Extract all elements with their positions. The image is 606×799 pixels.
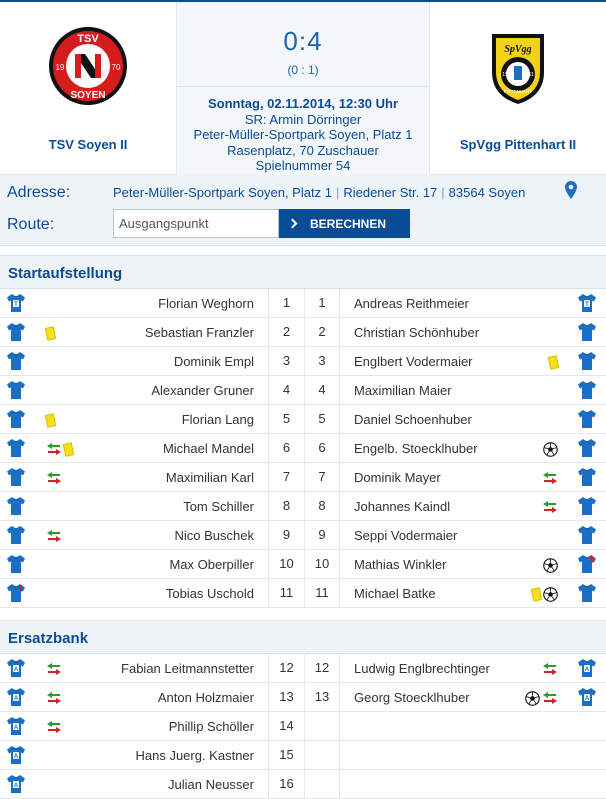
map-pin-icon[interactable]	[565, 181, 577, 199]
away-player-events	[543, 557, 558, 573]
bench-heading	[0, 620, 606, 654]
shirt-icon	[577, 438, 597, 458]
goal-ball-icon	[543, 558, 558, 573]
home-player-events	[46, 661, 62, 677]
away-player-number: 4	[304, 376, 340, 404]
divider	[177, 86, 429, 87]
svg-text:T: T	[585, 302, 589, 308]
address-text: Peter-Müller-Sportpark Soyen, Platz 1 | Riedener Str. 17 | 83564 Soyen	[113, 185, 526, 200]
home-player-number: 1	[268, 289, 304, 317]
away-player-events	[525, 690, 558, 706]
halftime-score: (0 : 1)	[287, 63, 319, 77]
away-player-name[interactable]: Christian Schönhuber	[354, 325, 480, 340]
lineup-row	[0, 521, 606, 550]
svg-text:61: 61	[528, 72, 534, 78]
svg-text:A: A	[13, 754, 19, 760]
home-player-number: 9	[268, 521, 304, 549]
home-player-name[interactable]: Anton Holzmaier	[157, 690, 254, 705]
shirt-icon	[6, 380, 26, 400]
away-player-number: 5	[304, 405, 340, 433]
away-player-number: 3	[304, 347, 340, 375]
starting-lineup-heading	[0, 255, 606, 289]
home-player-number: 12	[268, 654, 304, 682]
away-player-name[interactable]: Dominik Mayer	[354, 470, 441, 485]
address-panel	[0, 175, 606, 246]
shirt-icon	[6, 351, 26, 371]
shirt-icon	[577, 496, 597, 516]
yellow-card-icon	[531, 587, 543, 602]
lineup-row	[0, 289, 606, 318]
match-header	[0, 2, 606, 175]
substitution-arrows-icon	[46, 442, 62, 456]
lineup-row	[0, 579, 606, 608]
home-player-events	[46, 690, 62, 706]
away-player-number-empty	[304, 741, 340, 769]
yellow-card-icon	[548, 355, 560, 370]
spvgg-pittenhart-logo-icon[interactable]	[478, 26, 558, 106]
substitute-shirt-icon	[6, 658, 26, 678]
substitute-shirt-icon	[6, 687, 26, 707]
home-player-number: 2	[268, 318, 304, 346]
home-player-events	[46, 719, 62, 735]
home-player-events	[46, 441, 73, 457]
away-player-events	[542, 499, 558, 515]
home-player-number: 14	[268, 712, 304, 740]
tsv-soyen-logo-icon[interactable]	[48, 26, 128, 106]
substitute-shirt-icon	[6, 774, 26, 794]
shirt-icon	[577, 467, 597, 487]
route-start-input[interactable]	[113, 209, 279, 238]
away-player-name[interactable]: Michael Batke	[354, 586, 436, 601]
goalkeeper-shirt-icon	[577, 293, 597, 313]
substitution-arrows-icon	[46, 720, 62, 734]
away-player-name[interactable]: Seppi Vodermaier	[354, 528, 458, 543]
captain-shirt-icon	[577, 554, 597, 574]
away-player-number-empty	[304, 770, 340, 798]
home-player-name[interactable]: Julian Neusser	[168, 777, 254, 792]
away-player-number: 13	[304, 683, 340, 711]
match-date: Sonntag, 02.11.2014, 12:30 Uhr	[207, 96, 399, 111]
away-player-name[interactable]: Englbert Vodermaier	[354, 354, 473, 369]
away-player-events	[532, 586, 558, 602]
lineup-row	[0, 434, 606, 463]
calculate-route-label: BERECHNEN	[310, 216, 387, 231]
pitch-spectators: Rasenplatz, 70 Zuschauer	[227, 142, 379, 158]
home-player-number: 15	[268, 741, 304, 769]
shirt-icon	[577, 409, 597, 429]
bench-title: Ersatzbank	[8, 630, 89, 647]
lineup-row	[0, 405, 606, 434]
svg-text:A: A	[584, 667, 590, 673]
away-player-events	[542, 470, 558, 486]
home-player-name[interactable]: Phillip Schöller	[168, 719, 254, 734]
away-player-name[interactable]: Engelb. Stoecklhuber	[354, 441, 478, 456]
venue: Peter-Müller-Sportpark Soyen, Platz 1	[193, 127, 413, 142]
home-player-name[interactable]: Max Oberpiller	[169, 557, 254, 572]
lineup-row	[0, 463, 606, 492]
shirt-icon	[577, 380, 597, 400]
shirt-icon	[577, 322, 597, 342]
home-player-events	[46, 412, 55, 428]
yellow-card-icon	[45, 326, 57, 341]
svg-text:A: A	[584, 696, 590, 702]
lineup-row	[0, 550, 606, 579]
referee: SR: Armin Dörringer	[244, 111, 362, 127]
shirt-icon	[6, 322, 26, 342]
home-player-number: 13	[268, 683, 304, 711]
substitution-arrows-icon	[542, 471, 558, 485]
home-player-name[interactable]: Michael Mandel	[162, 441, 254, 456]
home-player-number: 3	[268, 347, 304, 375]
away-player-events	[542, 661, 558, 677]
lineup-row	[0, 712, 606, 741]
svg-text:SpVgg: SpVgg	[504, 44, 532, 55]
lineup-row	[0, 376, 606, 405]
substitution-arrows-icon	[46, 529, 62, 543]
away-player-number: 11	[304, 579, 340, 607]
match-details	[177, 96, 429, 174]
svg-text:A: A	[13, 725, 19, 731]
svg-text:19: 19	[502, 72, 508, 78]
away-player-number: 2	[304, 318, 340, 346]
away-player-number: 7	[304, 463, 340, 491]
away-player-number: 6	[304, 434, 340, 462]
home-player-name[interactable]: Florian Lang	[181, 412, 254, 427]
shirt-icon	[6, 496, 26, 516]
away-team[interactable]	[430, 2, 606, 175]
svg-text:A: A	[13, 696, 19, 702]
away-player-name[interactable]: Johannes Kaindl	[354, 499, 451, 514]
away-player-name[interactable]: Andreas Reithmeier	[354, 296, 469, 311]
away-player-number: 10	[304, 550, 340, 578]
goal-ball-icon	[543, 442, 558, 457]
home-player-number: 10	[268, 550, 304, 578]
away-player-name[interactable]: Mathias Winkler	[354, 557, 447, 572]
svg-text:PITTENHART: PITTENHART	[503, 89, 533, 94]
yellow-card-icon	[63, 442, 75, 457]
svg-text:A: A	[13, 783, 19, 789]
away-player-events	[543, 441, 558, 457]
starting-lineup-list	[0, 289, 606, 608]
home-player-name[interactable]: Sebastian Franzler	[144, 325, 254, 340]
address-city: 83564 Soyen	[448, 185, 526, 200]
away-player-number: 9	[304, 521, 340, 549]
match-info-panel	[176, 2, 430, 175]
home-player-name[interactable]: Hans Juerg. Kastner	[135, 748, 254, 763]
chevron-right-icon	[288, 219, 298, 229]
home-player-events	[46, 528, 62, 544]
substitute-shirt-icon	[577, 658, 597, 678]
home-player-number: 5	[268, 405, 304, 433]
home-player-events	[46, 470, 62, 486]
shirt-icon	[6, 554, 26, 574]
shirt-icon	[577, 351, 597, 371]
substitution-arrows-icon	[542, 500, 558, 514]
shirt-icon	[577, 525, 597, 545]
home-team-name[interactable]: TSV Soyen II	[48, 137, 128, 152]
lineup-row	[0, 654, 606, 683]
lineup-row	[0, 492, 606, 521]
substitute-shirt-icon	[6, 716, 26, 736]
final-score: 0:4	[283, 26, 323, 56]
home-player-name[interactable]: Fabian Leitmannstetter	[121, 661, 254, 676]
svg-text:TSV: TSV	[77, 33, 99, 45]
substitution-arrows-icon	[46, 662, 62, 676]
svg-text:SOYEN: SOYEN	[70, 90, 106, 101]
home-player-name[interactable]: Nico Buschek	[174, 528, 254, 543]
away-team-name[interactable]: SpVgg Pittenhart II	[459, 137, 577, 152]
shirt-icon	[6, 467, 26, 487]
home-team[interactable]	[0, 2, 176, 175]
substitution-arrows-icon	[46, 691, 62, 705]
bench-list	[0, 654, 606, 799]
svg-text:A: A	[13, 667, 19, 673]
yellow-card-icon	[45, 413, 57, 428]
home-player-number: 16	[268, 770, 304, 798]
svg-text:19: 19	[55, 63, 65, 72]
lineup-row	[0, 347, 606, 376]
home-player-number: 11	[268, 579, 304, 607]
away-player-number: 12	[304, 654, 340, 682]
starting-lineup-title: Startaufstellung	[8, 265, 123, 282]
captain-shirt-icon	[6, 583, 26, 603]
away-player-name[interactable]: Ludwig Englbrechtinger	[354, 661, 490, 676]
goal-ball-icon	[525, 691, 540, 706]
away-player-number: 8	[304, 492, 340, 520]
home-player-number: 4	[268, 376, 304, 404]
away-player-number: 1	[304, 289, 340, 317]
away-player-name[interactable]: Georg Stoecklhuber	[354, 690, 470, 705]
home-player-events	[46, 325, 55, 341]
substitute-shirt-icon	[577, 687, 597, 707]
home-player-name[interactable]: Dominik Empl	[173, 354, 254, 369]
away-player-name[interactable]: Maximilian Maier	[354, 383, 452, 398]
home-player-name[interactable]: Tobias Uschold	[165, 586, 254, 601]
shirt-icon	[6, 438, 26, 458]
match-number: Spielnummer 54	[255, 158, 351, 173]
shirt-icon	[6, 409, 26, 429]
home-player-number: 6	[268, 434, 304, 462]
route-label: Route:	[7, 216, 55, 233]
address-label: Adresse:	[7, 184, 71, 201]
goal-ball-icon	[543, 587, 558, 602]
away-player-events	[549, 354, 558, 370]
home-player-number: 7	[268, 463, 304, 491]
away-player-name[interactable]: Daniel Schoenhuber	[354, 412, 472, 427]
goalkeeper-shirt-icon	[6, 293, 26, 313]
shirt-icon	[577, 583, 597, 603]
svg-text:T: T	[14, 302, 18, 308]
home-player-name[interactable]: Tom Schiller	[183, 499, 254, 514]
address-venue: Peter-Müller-Sportpark Soyen, Platz 1	[113, 185, 332, 200]
away-player-number-empty	[304, 712, 340, 740]
lineup-row	[0, 770, 606, 799]
home-player-number: 8	[268, 492, 304, 520]
address-street: Riedener Str. 17	[343, 185, 438, 200]
calculate-route-button[interactable]	[279, 209, 410, 238]
substitute-shirt-icon	[6, 745, 26, 765]
shirt-icon	[6, 525, 26, 545]
svg-text:70: 70	[111, 63, 121, 72]
home-player-name[interactable]: Alexander Gruner	[151, 383, 254, 398]
substitution-arrows-icon	[542, 662, 558, 676]
lineup-row	[0, 741, 606, 770]
lineup-row	[0, 318, 606, 347]
substitution-arrows-icon	[542, 691, 558, 705]
home-player-name[interactable]: Maximilian Karl	[165, 470, 254, 485]
home-player-name[interactable]: Florian Weghorn	[158, 296, 254, 311]
substitution-arrows-icon	[46, 471, 62, 485]
lineup-row	[0, 683, 606, 712]
